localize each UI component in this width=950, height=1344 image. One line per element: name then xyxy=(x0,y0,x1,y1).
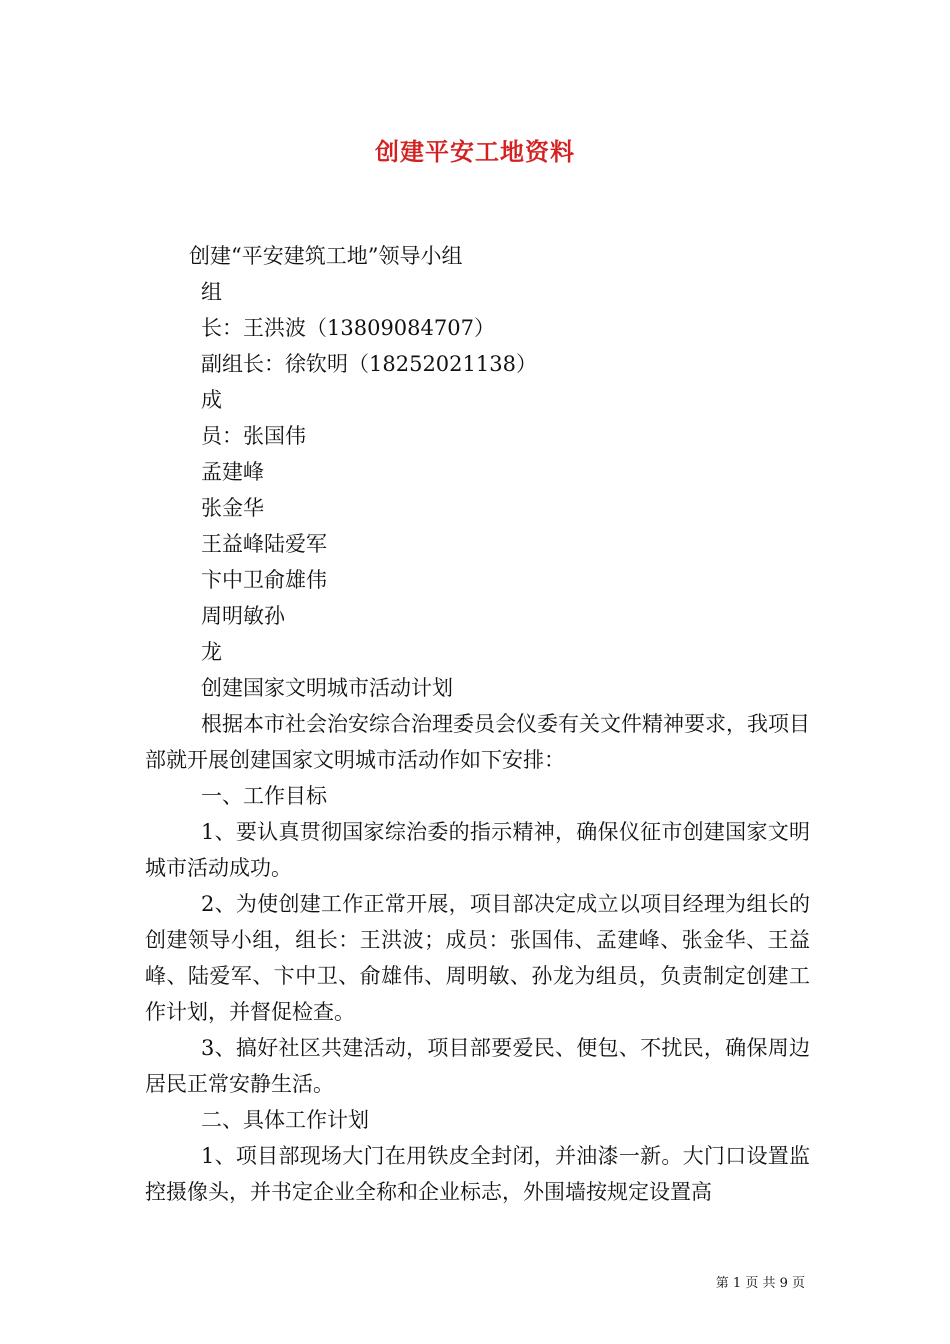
member-name: 周明敏孙 xyxy=(201,604,285,628)
members-line: 员：张国伟 xyxy=(201,424,306,448)
text-line: 成 xyxy=(201,388,222,412)
paragraph: 1、要认真贯彻国家综治委的指示精神，确保仪征市创建国家文明城市活动成功。 xyxy=(145,820,810,880)
section-heading: 一、工作目标 xyxy=(201,784,327,808)
deputy-leader-line: 副组长：徐钦明（18252021138） xyxy=(201,352,537,376)
paragraph: 2、为使创建工作正常开展，项目部决定成立以项目经理为组长的创建领导小组，组长：王洪波；成员：张国伟、孟建峰、张金华、王益峰、陆爱军、卞中卫、俞雄伟、周明敏、孙龙为组员，负责制定创建工作计划，并督促检查。 xyxy=(145,892,810,1024)
document-body xyxy=(145,238,810,1210)
document-title: 创建平安工地资料 xyxy=(375,137,575,166)
text-line: 组 xyxy=(201,280,222,304)
member-name: 王益峰陆爱军 xyxy=(201,532,327,556)
page-number: 第 1 页 共 9 页 xyxy=(715,1276,805,1291)
leadership-group-heading: 创建“平安建筑工地”领导小组 xyxy=(189,244,463,268)
member-name: 龙 xyxy=(201,640,222,664)
member-name: 孟建峰 xyxy=(201,460,264,484)
paragraph: 3、搞好社区共建活动，项目部要爱民、便包、不扰民，确保周边居民正常安静生活。 xyxy=(145,1036,810,1096)
section-heading: 二、具体工作计划 xyxy=(201,1108,369,1132)
plan-heading: 创建国家文明城市活动计划 xyxy=(201,676,453,700)
member-name: 张金华 xyxy=(201,496,264,520)
member-name: 卞中卫俞雄伟 xyxy=(201,568,327,592)
paragraph: 根据本市社会治安综合治理委员会仪委有关文件精神要求，我项目部就开展创建国家文明城市活动作如下安排： xyxy=(145,712,810,772)
paragraph: 1、项目部现场大门在用铁皮全封闭，并油漆一新。大门口设置监控摄像头，并书定企业全称和企业标志，外围墙按规定设置高 xyxy=(145,1144,810,1204)
group-leader-line: 长：王洪波（13809084707） xyxy=(201,316,495,340)
